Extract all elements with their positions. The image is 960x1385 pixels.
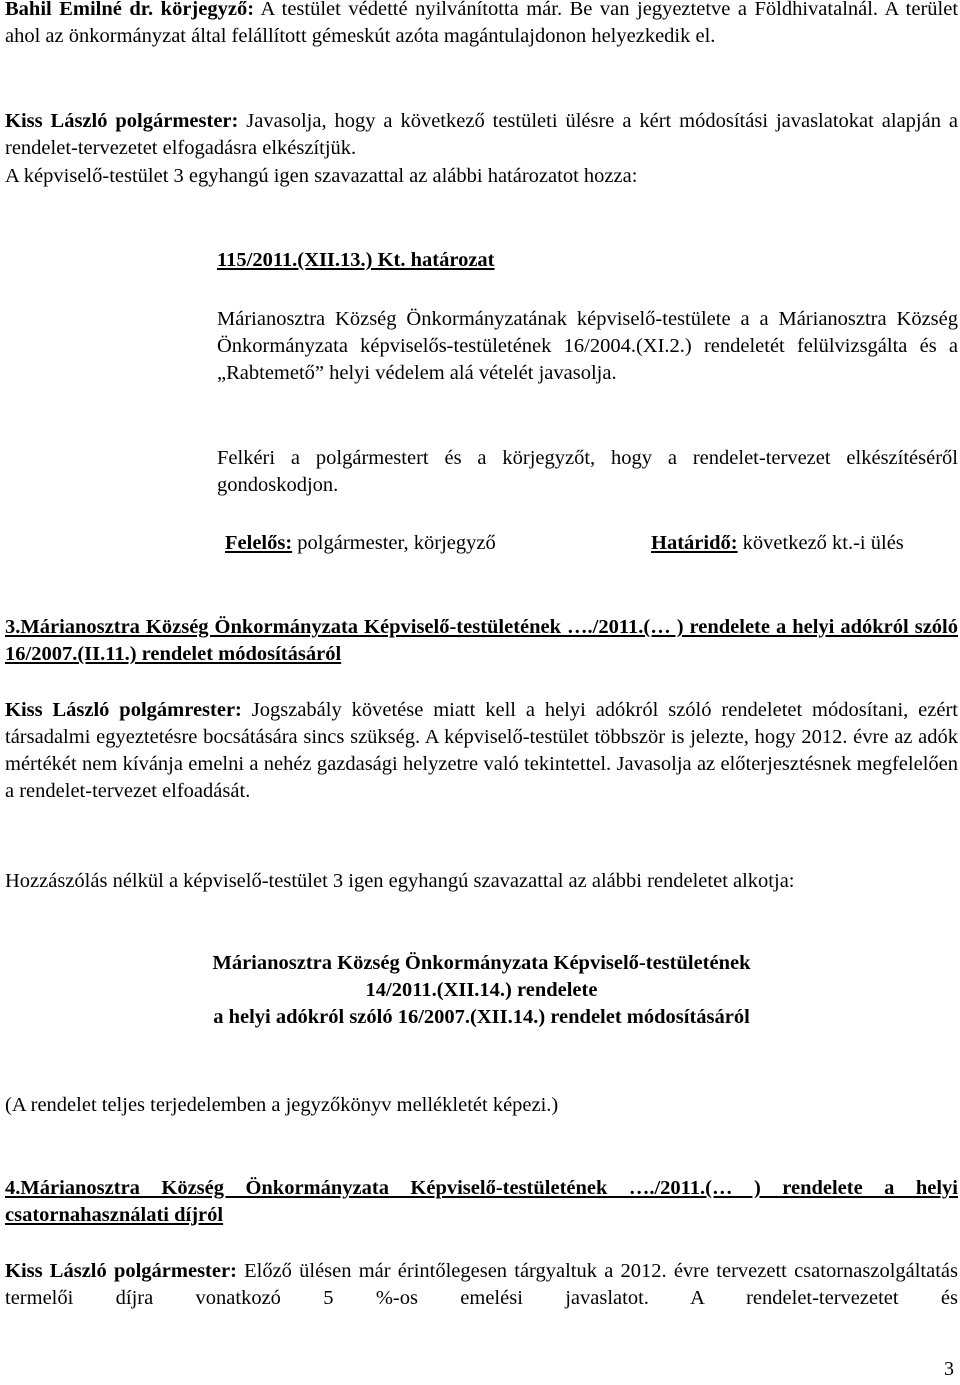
decree-line-1: Márianosztra Község Önkormányzata Képviselő-testületének bbox=[212, 952, 751, 974]
speaker-name: Bahil Emilné dr. körjegyző: bbox=[5, 0, 255, 20]
speaker-name: Kiss László polgármester: bbox=[5, 110, 239, 132]
document-page bbox=[5, 0, 958, 1385]
statement-text: Jogszabály követése miatt kell a helyi adókról szóló rendeletet módosítani, ezért társadalmi egyeztetésre bocsátására sincs szükség. A képviselő-testület többször is jelezte, hogy 2012. évre az adók mértékét nem kívánja emelni a nehéz gazdasági helyzetre való tekintettel. Javasolja az előterjesztésnek megfelelően a rendelet-tervezet elfoadását. bbox=[5, 699, 958, 802]
resolution-request: Felkéri a polgármestert és a körjegyzőt, hogy a rendelet-tervezet elkészítéséről gondoskodjon. bbox=[217, 447, 958, 496]
responsible-value: polgármester, körjegyző bbox=[297, 532, 496, 554]
deadline-label: Határidő: bbox=[651, 532, 738, 554]
paragraph-mayor-proposal bbox=[5, 108, 958, 162]
vote-statement bbox=[5, 163, 958, 190]
statement-text: A testület védetté nyilvánította már. Be van jegyeztetve a Földhivatalnál. A terület ahol az önkormányzat által felállított gémeskút azóta magántulajdonon helyezkedik el. bbox=[5, 0, 959, 47]
paragraph-tax-explanation bbox=[5, 697, 958, 805]
paragraph-notary-statement bbox=[5, 0, 958, 50]
page-number: 3 bbox=[944, 1358, 954, 1380]
decree-note: (A rendelet teljes terjedelemben a jegyzőkönyv mellékletét képezi.) bbox=[5, 1094, 559, 1116]
decree-line-3: a helyi adókról szóló 16/2007.(XII.14.) rendelet módosításáról bbox=[213, 1006, 750, 1028]
deadline-value: következő kt.-i ülés bbox=[742, 532, 904, 554]
deadline-row bbox=[651, 530, 904, 557]
resolution-title: 115/2011.(XII.13.) Kt. határozat bbox=[217, 249, 495, 271]
paragraph-sewage-fee bbox=[5, 1258, 958, 1312]
decree-title bbox=[5, 950, 958, 1031]
vote-statement: Hozzászólás nélkül a képviselő-testület 3 igen egyhangú szavazattal az alábbi rendeletet alkotja: bbox=[5, 870, 795, 892]
section-3-heading: 3.Márianosztra Község Önkormányzata Képviselő-testületének …./2011.(… ) rendelete a helyi adókról szóló 16/2007.(II.11.) rendelet módosításáról bbox=[5, 616, 958, 665]
section-4-heading: 4.Márianosztra Község Önkormányzata Képviselő-testületének …./2011.(… ) rendelete a helyi csatornahasználati díjról bbox=[5, 1177, 958, 1226]
statement-text: Javasolja, hogy a következő testületi ülésre a kért módosítási javaslatokat alapján a rendelet-tervezetet elfogadásra elkészítjük. bbox=[5, 110, 958, 159]
statement-text: Előző ülésen már érintőlegesen tárgyaltuk a 2012. évre tervezett csatornaszolgáltatás termelői díjra vonatkozó 5 %-os emelési javaslatot. A rendelet-tervezetet és bbox=[5, 1260, 958, 1309]
decree-line-2: 14/2011.(XII.14.) rendelete bbox=[365, 979, 598, 1001]
vote-text: A képviselő-testület 3 egyhangú igen szavazattal az alábbi határozatot hozza: bbox=[5, 165, 638, 187]
speaker-name: Kiss László polgámrester: bbox=[5, 699, 242, 721]
responsible-label: Felelős: bbox=[225, 532, 293, 554]
resolution-body: Márianosztra Község Önkormányzatának képviselő-testülete a a Márianosztra Község Önkormányzata képviselős-testületének 16/2004.(XI.2.) rendeletét felülvizsgálta és a „Rabtemető” helyi védelem alá vételét javasolja. bbox=[217, 308, 958, 384]
speaker-name: Kiss László polgármester: bbox=[5, 1260, 237, 1282]
responsible-row bbox=[225, 530, 496, 557]
